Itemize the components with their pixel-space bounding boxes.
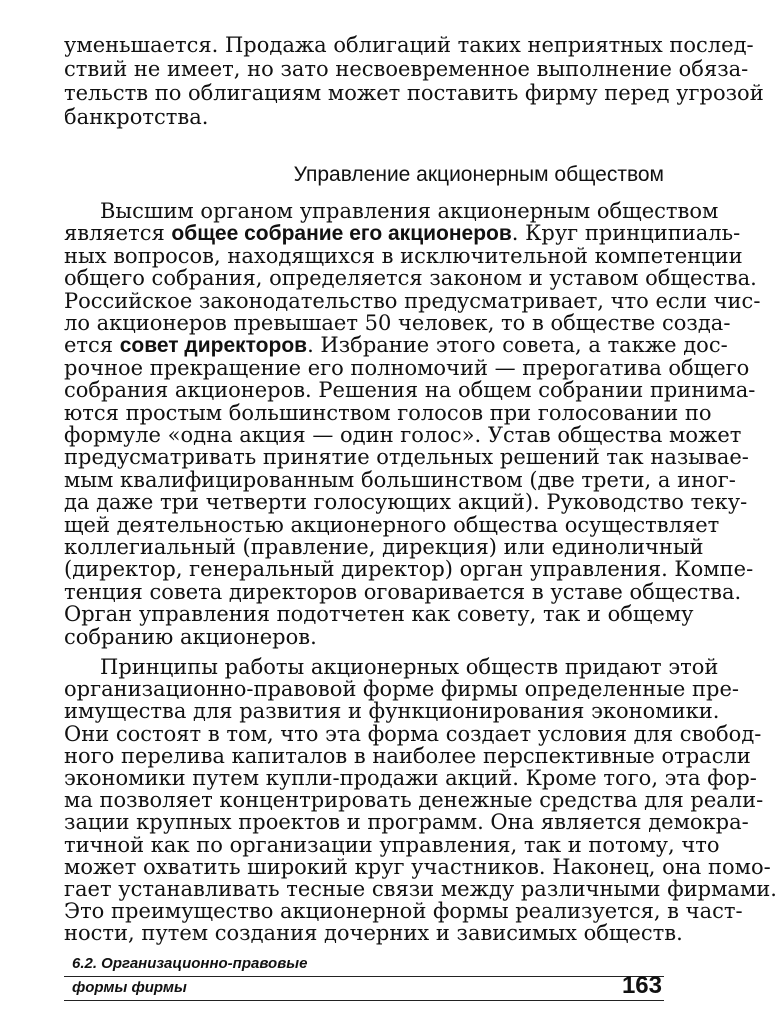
text-line: ствий не имеет, но зато несвоевременное выполнение обяза- (64, 57, 749, 81)
text-line: организационно-правовой форме фирмы определенные пре- (64, 677, 739, 702)
text-line: ло акционеров превышает 50 человек, то в обществе созда- (64, 311, 731, 335)
footer-section-line1: 6.2. Организационно-правовые (72, 955, 308, 972)
text-line: имущества для развития и функционирования экономики. (64, 699, 720, 724)
text-line: ного перелива капиталов в наиболее перспективные отрасли (64, 743, 751, 768)
text-line: общего собрания, определяется законом и уставом общества. (64, 266, 757, 291)
text-line: Принципы работы акционерных обществ придают этой (100, 655, 719, 679)
text-line: экономики путем купли-продажи акций. Кроме того, эта фор- (64, 766, 757, 790)
text-line: банкротства. (64, 105, 209, 129)
text-line: зации крупных проектов и программ. Она является демокра- (64, 810, 749, 835)
text-line: тенция совета директоров оговаривается в уставе общества. (64, 579, 742, 604)
text-line: ется совет директоров. Избрание этого совета, а также дос- (64, 333, 728, 358)
text-line: рочное прекращение его полномочий — прерогатива общего (64, 355, 750, 380)
text-line: Это преимущество акционерной формы реализуется, в част- (64, 899, 743, 924)
text-line: Российское законодательство предусматривает, что если чис- (64, 288, 761, 313)
bold-term: общее собрание его акционеров (171, 222, 512, 246)
footer-section-line2: формы фирмы (72, 979, 187, 996)
text-line: Высшим органом управления акционерным обществом (100, 199, 719, 223)
text-line: уменьшается. Продажа облигаций таких неприятных послед- (64, 33, 754, 57)
text-line: может охватить широкий круг участников. Наконец, она помо- (64, 854, 771, 879)
bold-term: совет директоров (119, 334, 308, 358)
text-line: ма позволяет концентрировать денежные средства для реали- (64, 788, 764, 813)
text-line: (директор, генеральный директор) орган управления. Компе- (64, 557, 754, 582)
text-line: тичной как по организации управления, так и потому, что (64, 832, 720, 857)
text-line: ются простым большинством голосов при голосовании по (64, 400, 712, 425)
text-line: Орган управления подотчетен как совету, так и общему (64, 602, 694, 627)
text-line: тельств по облигациям может поставить фирму перед угрозой (64, 81, 764, 105)
text-line: мым квалифицированным большинством (две трети, а иног- (64, 467, 736, 492)
text-line: собранию акционеров. (64, 624, 317, 649)
text-line: да даже три четверти голосующих акций). Руководство теку- (64, 490, 748, 515)
section-heading: Управление акционерным обществом (293, 163, 664, 186)
page-number: 163 (621, 972, 662, 999)
text-line: является общее собрание его акционеров. Круг принципиаль- (64, 221, 741, 246)
text-line: ных вопросов, находящихся в исключительной компетенции (64, 243, 743, 268)
text-line: ности, путем создания дочерних и зависимых обществ. (64, 921, 683, 946)
text-line: гает устанавливать тесные связи между различными фирмами. (64, 877, 777, 901)
text-line: собрания акционеров. Решения на общем собрании принима- (64, 378, 756, 403)
text-line: формуле «одна акция — один голос». Устав общества может (64, 423, 742, 447)
text-line: щей деятельностью акционерного общества осуществляет (64, 512, 720, 537)
text-line: предусматривать принятие отдельных решений так называе- (64, 445, 749, 470)
text-line: Они состоят в том, что эта форма создает условия для свобод- (64, 721, 762, 746)
text-line: коллегиальный (правление, дирекция) или единоличный (64, 535, 704, 559)
